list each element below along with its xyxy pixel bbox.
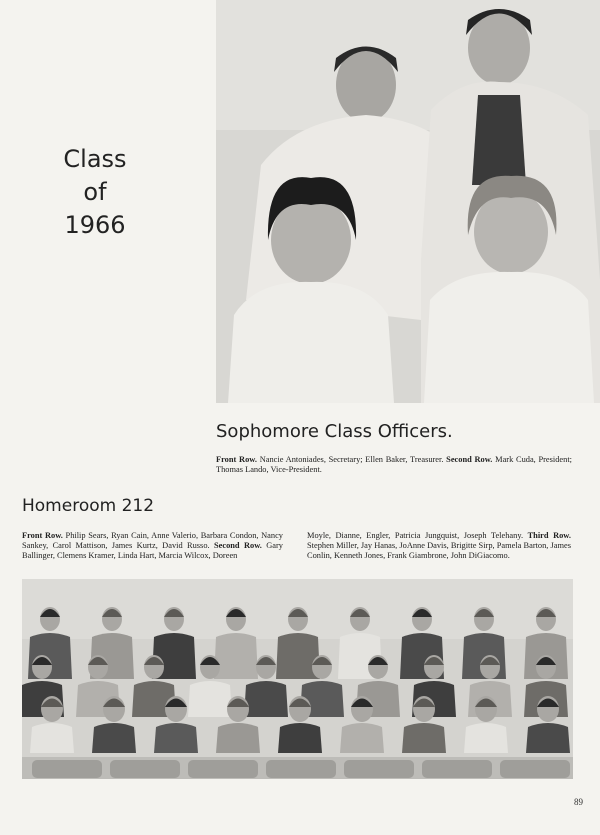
class-title-line2: of [83,178,107,206]
homeroom-caption-right [307,531,571,561]
officers-caption [216,455,572,475]
homeroom-front-row-label: Front Row. [22,531,63,540]
class-title-line1: Class [63,145,127,173]
front-row-names: Nancie Antoniades, Secretary; Ellen Baker, Treasurer. [256,455,447,464]
homeroom-third-row-label: Third Row. [527,531,571,540]
page-number: 89 [574,797,583,807]
class-title [40,143,150,242]
homeroom-third-row-names: Stephen Miller, Jay Hanas, JoAnne Davis, Brigitte Sirp, Pamela Barton, James Conlin, Kenneth Jones, Frank Giambrone, John DiGiacomo. [307,541,571,560]
homeroom-front-row-names: Philip Sears, Ryan Cain, Anne Valerio, Barbara Condon, Nancy Sankey, Carol Mattison, James Kurtz, David Russo. [22,531,283,550]
homeroom-caption-left [22,531,283,561]
homeroom-second-row-names-a: Gary Ballinger, Clemens Kramer, Linda Hart, Marcia Wilcox, Doreen [22,541,283,560]
homeroom-second-row-label: Second Row. [213,541,262,550]
homeroom-second-row-names-b: Moyle, Dianne, Engler, Patricia Jungquist, Joseph Telehany. [307,531,528,540]
class-officers-photo [216,0,600,403]
officers-heading: Sophomore Class Officers. [216,421,453,442]
homeroom-group-photo [22,579,573,779]
front-row-label: Front Row. [216,455,257,464]
second-row-names: Mark Cuda, President; Thomas Lando, Vice-President. [216,455,572,474]
class-title-line3: 1966 [64,211,126,239]
homeroom-heading: Homeroom 212 [22,496,155,516]
second-row-label: Second Row. [446,455,493,464]
